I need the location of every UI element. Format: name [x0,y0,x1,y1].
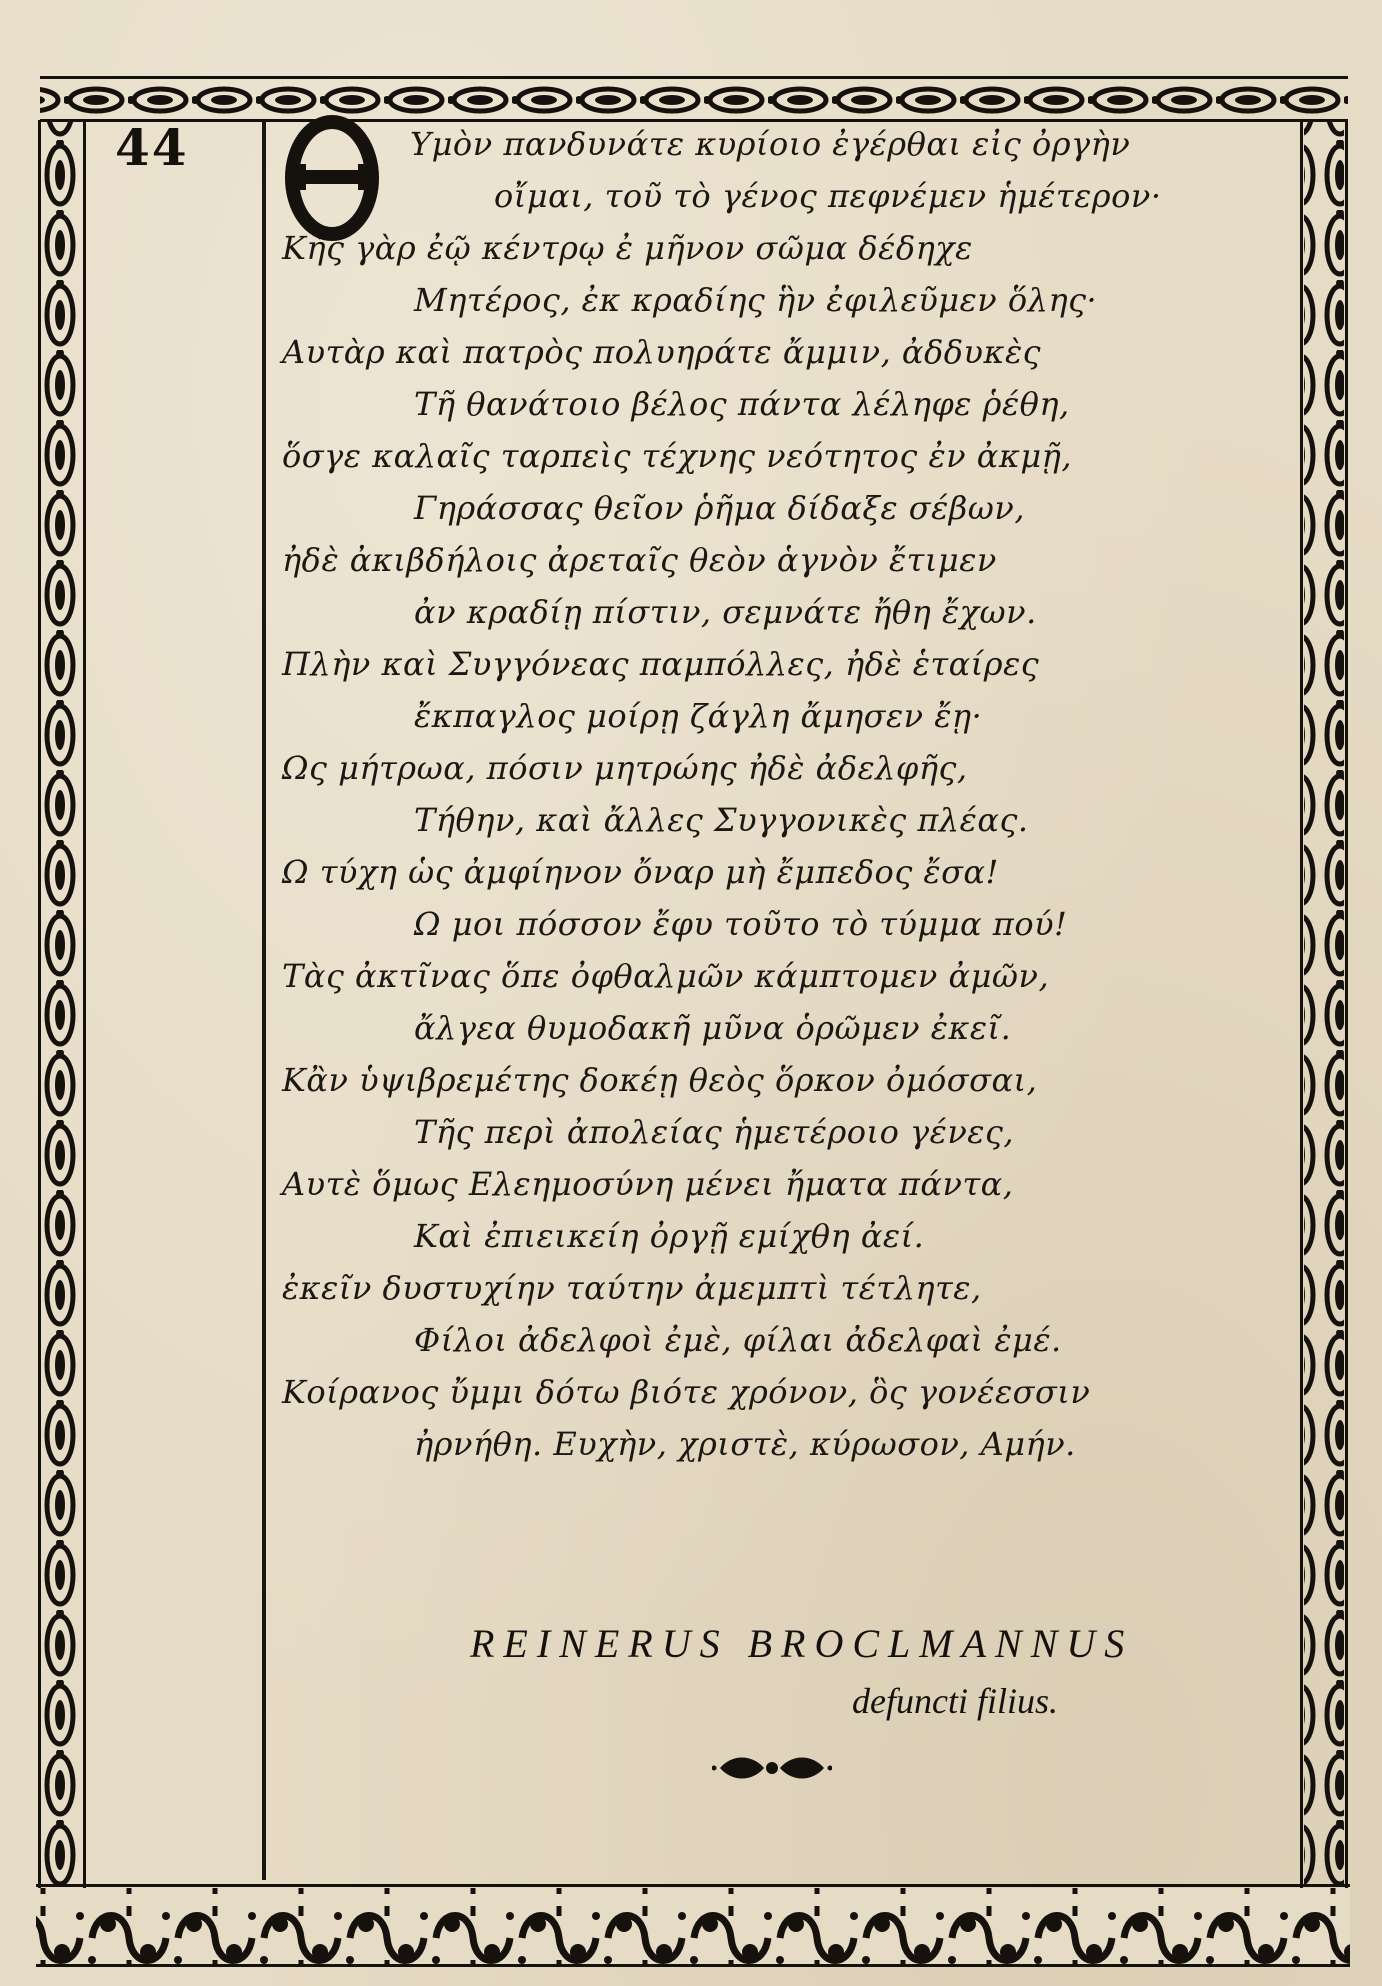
poem-line: Τῆ θανάτοιο βέλος πάντα λέληφε ῥέθη, [414,385,1070,423]
poem-line: ἠρνήθη. Ευχὴν, χριστὲ, κύρωσον, Αμήν. [414,1425,1076,1463]
poem-line: Ω τύχη ὡς ἀμφίηνον ὄναρ μὴ ἔμπεδος ἔσα! [282,853,999,891]
vertical-rule [262,122,266,1880]
poem-line: Κοίρανος ὔμμι δότω βιότε χρόνον, ὃς γονέεσσιν [282,1373,1091,1411]
poem-line: Τήθην, καὶ ἄλλες Συγγονικὲς πλέας. [414,801,1029,839]
poem-line: ἐκεῖν δυστυχίην ταύτην ἀμεμπτὶ τέτλητε, [282,1269,982,1307]
poem-line: Ω μοι πόσσον ἔφυ τοῦτο τὸ τύμμα πού! [414,905,1068,943]
poem-line: Τὰς ἀκτῖνας ὅπε ὀφθαλμῶν κάμπτομεν ἀμῶν, [282,957,1050,995]
poem-line: ἄλγεα θυμοδακῆ μῦνα ὁρῶμεν ἐκεῖ. [414,1009,1012,1047]
poem-line: ἔκπαγλος μοίρῃ ζάγλη ἄμησεν ἔῃ· [414,697,983,735]
poem-line: ἠδὲ ἀκιβδήλοις ἀρεταῖς θεὸν ἁγνὸν ἔτιμεν [282,541,997,579]
poem-line: ἀν κραδίῃ πίστιν, σεμνάτε ἤθη ἔχων. [414,593,1037,631]
signature-subtitle: defuncti filius. [852,1681,1058,1721]
poem-line: Αυτὲ ὅμως Ελεημοσύνη μένει ἤματα πάντα, [282,1165,1014,1203]
poem-line: Μητέρος, ἐκ κραδίης ἣν ἐφιλεῦμεν ὅλης· [414,281,1098,319]
fleuron-ornament [712,1750,832,1786]
poem-line: Τῆς περὶ ἀπολείας ἡμετέροιο γένες, [414,1113,1015,1151]
signature-name: REINERUS BROCLMANNUS [470,1621,1134,1666]
poem-line: Καὶ ἐπιεικείη ὀργῇ εμίχθη ἀεί. [414,1217,925,1255]
poem-line: Γηράσσας θεῖον ῥῆμα δίδαξε σέβων, [414,489,1026,527]
page-number: 44 [115,118,189,177]
poem-line: Πλὴν καὶ Συγγόνεας παμπόλλες, ἠδὲ ἑταίρες [282,645,1040,683]
poem-line: Κἂν ὑψιβρεμέτης δοκέῃ θεὸς ὅρκον ὀμόσσαι, [282,1061,1038,1099]
poem-line: Κὴς γὰρ ἐῷ κέντρῳ ἐ μῆνον σῶμα δέδηχε [282,229,973,267]
poem-text [282,118,1282,1470]
poem-line: οἴμαι, τοῦ τὸ γένος πεφνέμεν ἡμέτερον· [494,177,1162,215]
poem-line: Αυτὰρ καὶ πατρὸς πολυηράτε ἄμμιν, ἀδδυκὲς [282,333,1042,371]
poem-line: ὅσγε καλαῖς ταρπεὶς τέχνης νεότητος ἐν ἀκμῇ, [282,437,1073,475]
poem-line: Ως μήτρωα, πόσιν μητρώης ἠδὲ ἀδελφῆς, [282,749,968,787]
poem-line: Υμὸν πανδυνάτε κυρίοιο ἐγέρθαι εἰς ὀργὴν [410,125,1131,163]
poem-line: Φίλοι ἀδελφοὶ ἐμὲ, φίλαι ἀδελφαὶ ἐμέ. [414,1321,1062,1359]
